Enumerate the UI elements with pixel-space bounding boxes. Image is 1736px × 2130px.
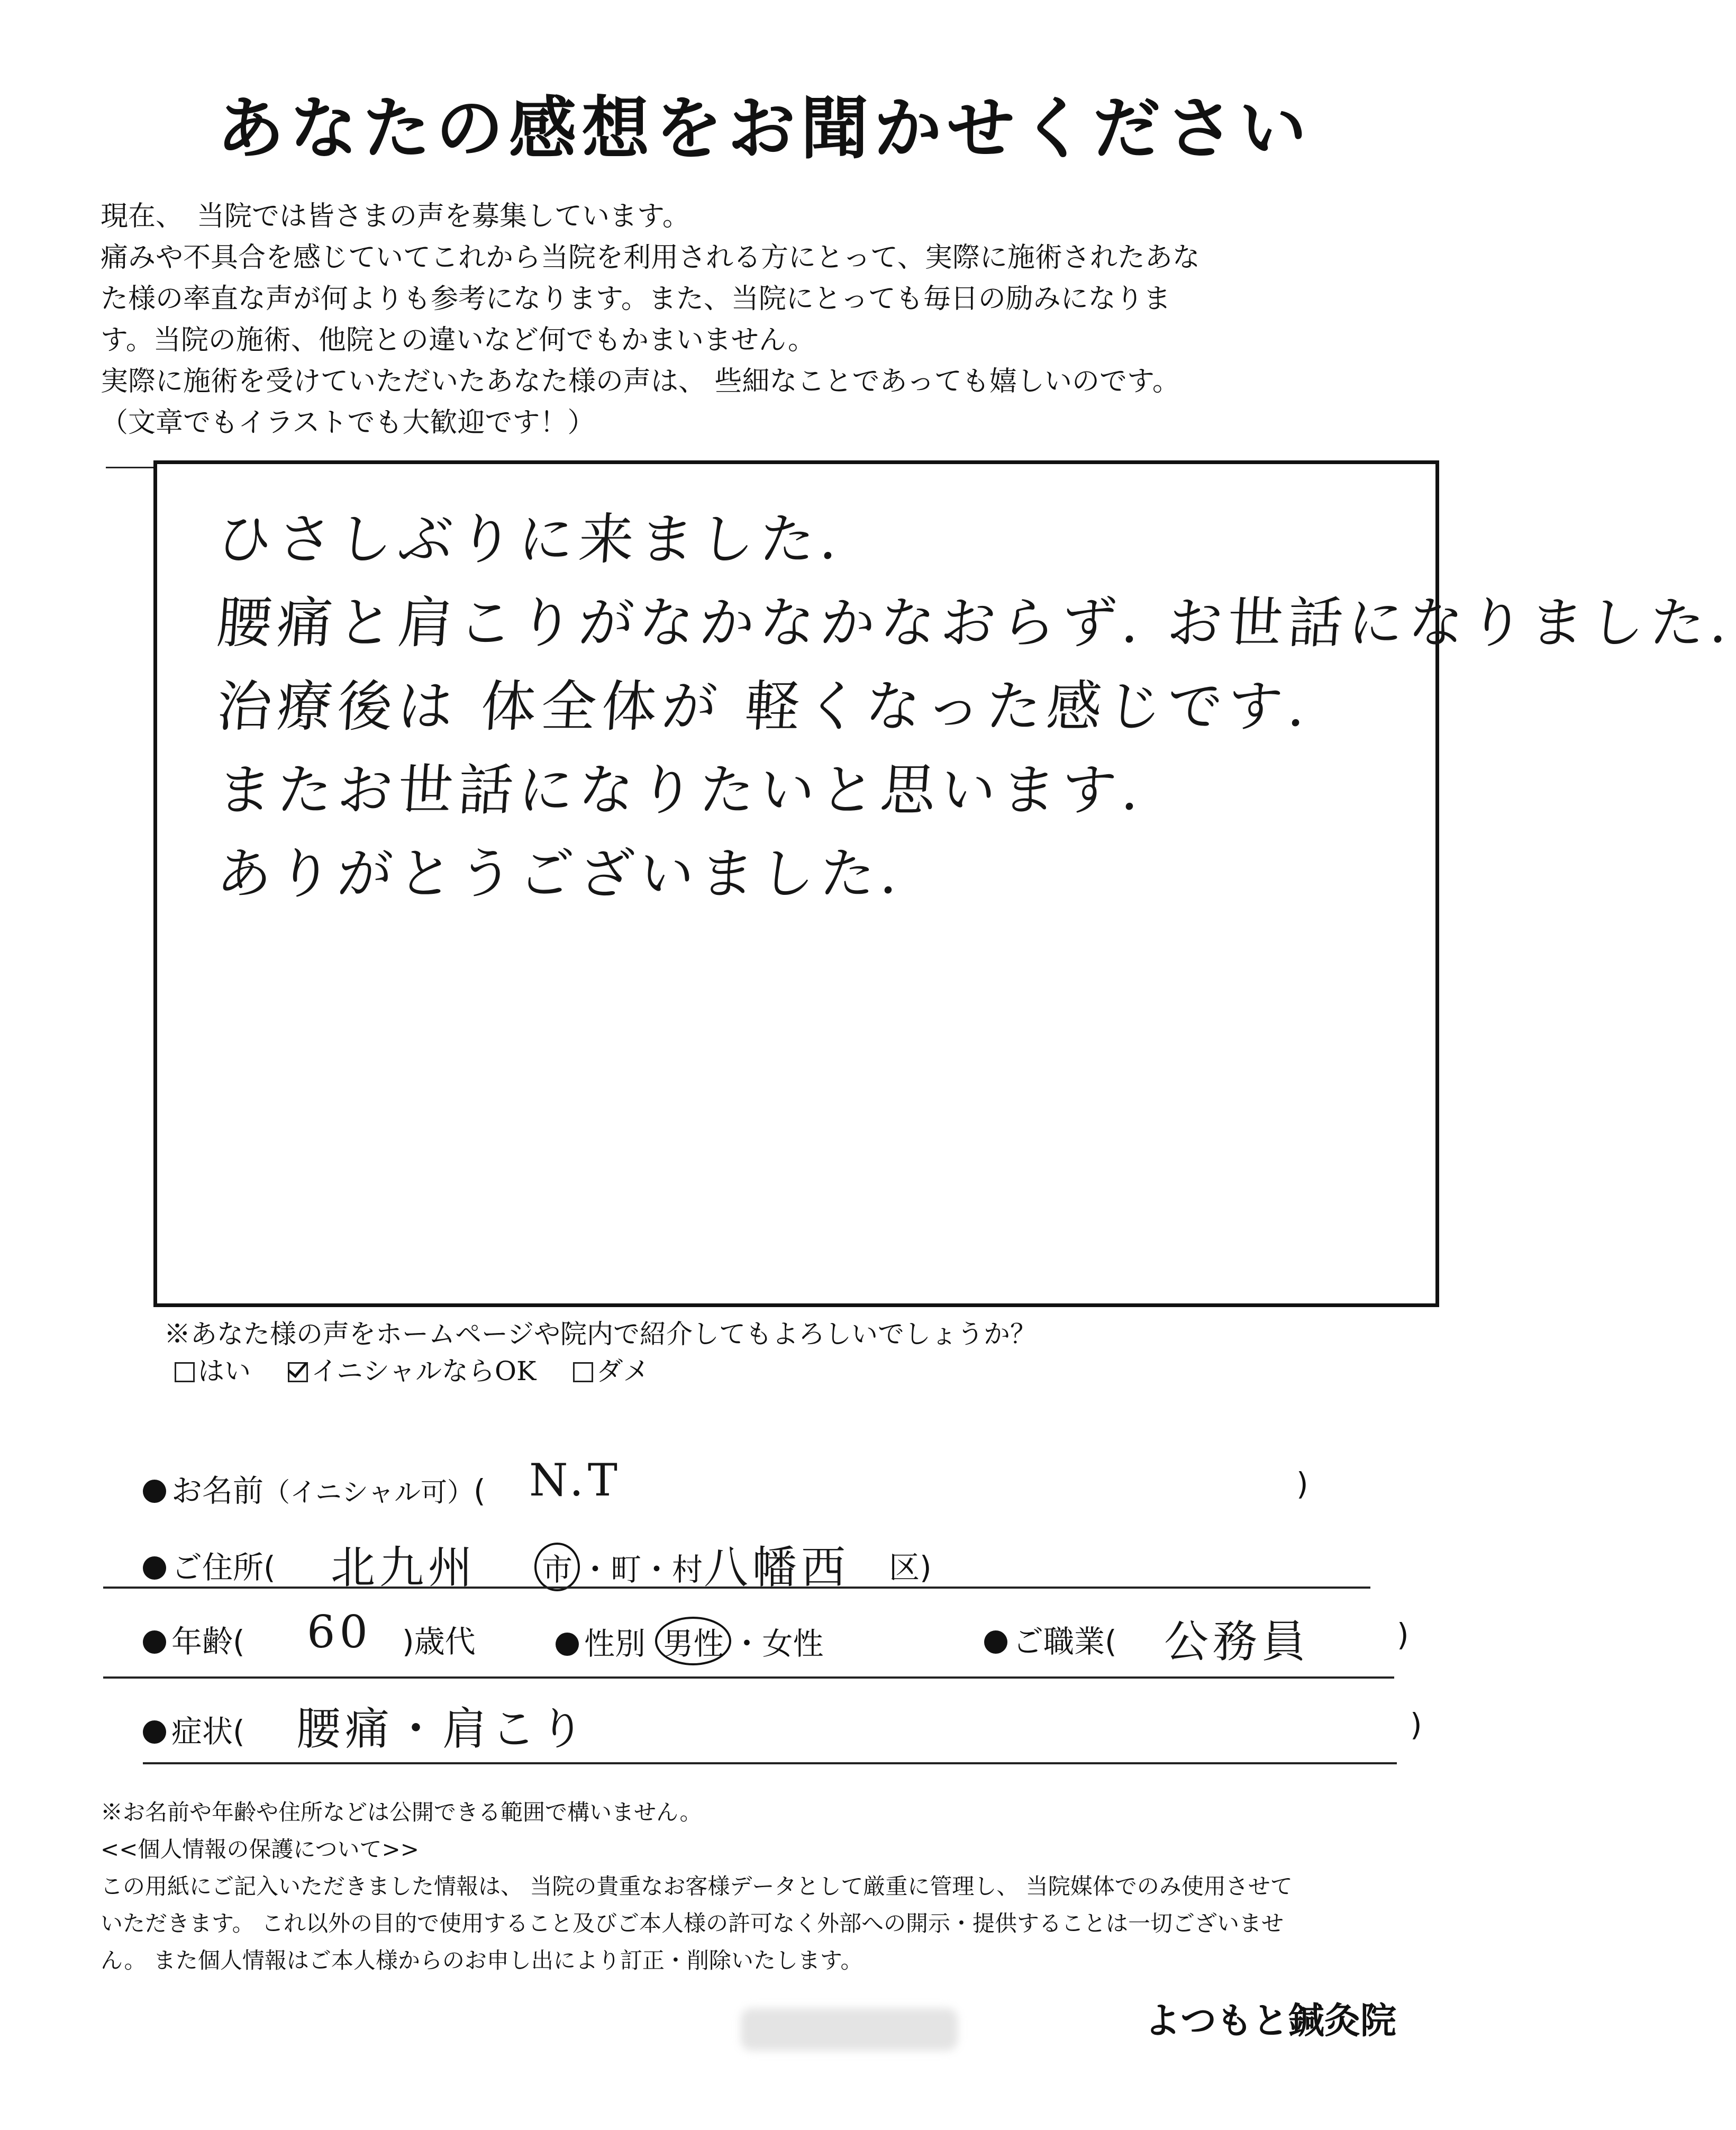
- intro-line: す。当院の施術、他院との違いなど何でもかまいません。: [101, 324, 815, 356]
- gender-female-option[interactable]: 女性: [762, 1626, 824, 1662]
- symptom-field-label: [143, 1707, 245, 1751]
- permission-option-yes[interactable]: [175, 1352, 251, 1390]
- option-label: ダメ: [596, 1356, 650, 1386]
- paren: (: [474, 1473, 486, 1509]
- name-field-label: [143, 1466, 486, 1510]
- checkbox-icon[interactable]: [573, 1362, 593, 1382]
- permission-option-initials[interactable]: [288, 1352, 536, 1390]
- gender-field: [556, 1617, 824, 1665]
- symptom-value[interactable]: 腰痛・肩こり: [296, 1703, 589, 1755]
- paren: ): [920, 1549, 932, 1585]
- intro-line: 実際に施術を受けていただいたあなた様の声は、 些細なことであっても嬉しいのです。: [101, 366, 1180, 397]
- address-rule: [103, 1587, 1370, 1589]
- intro-line: 痛みや不具合を感じていてこれから当院を利用される方にとって、実際に施術されたあな: [101, 242, 1200, 274]
- privacy-line: この用紙にご記入いただきました情報は、 当院の貴重なお客様データとして厳重に管理し、 当院媒体でのみ使用させて: [101, 1873, 1293, 1899]
- bullet-icon: [556, 1633, 579, 1656]
- address-field-label: [143, 1543, 276, 1587]
- comment-line: ありがとうございました.: [214, 841, 906, 906]
- label-text: 性別: [584, 1626, 646, 1662]
- checkbox-icon[interactable]: [175, 1362, 195, 1382]
- age-value[interactable]: 60: [307, 1606, 372, 1658]
- frame-divider: [106, 467, 156, 468]
- job-value[interactable]: 公務員: [1164, 1616, 1311, 1667]
- gender-male-selected[interactable]: 男性: [655, 1617, 731, 1665]
- symptom-rule: [143, 1762, 1397, 1764]
- age-rule: [103, 1676, 1394, 1679]
- intro-text: [101, 196, 1439, 443]
- bullet-icon: [143, 1720, 166, 1744]
- label-text: お名前: [171, 1473, 264, 1509]
- paren: ): [402, 1624, 414, 1660]
- footer-note: ※お名前や年齢や住所などは公開できる範囲で構いません。: [101, 1799, 702, 1825]
- permission-options: [175, 1352, 649, 1390]
- bullet-icon: [143, 1630, 166, 1654]
- privacy-line: いただきます。 これ以外の目的で使用すること及びご本人様の許可なく外部への開示・提供することは一切ございませ: [101, 1910, 1284, 1936]
- paren: ): [1397, 1617, 1409, 1653]
- name-value[interactable]: N.T: [529, 1454, 622, 1506]
- age-field-label: [143, 1617, 245, 1661]
- privacy-heading: <<個人情報の保護について>>: [101, 1836, 419, 1862]
- page-title: あなたの感想をお聞かせください: [216, 89, 1312, 168]
- option-label: イニシャルならOK: [311, 1356, 537, 1386]
- bullet-icon: [984, 1630, 1007, 1654]
- comment-line: 治療後は 体全体が 軽くなった感じです.: [214, 674, 1313, 739]
- address-city-value[interactable]: 北九州: [331, 1542, 477, 1593]
- paren: (: [1105, 1624, 1117, 1660]
- paren: ): [1410, 1707, 1422, 1743]
- label-text: ご職業: [1013, 1624, 1105, 1660]
- address-suffixes: [534, 1543, 703, 1591]
- gender-sep: ・: [731, 1626, 762, 1662]
- paren: (: [233, 1714, 245, 1750]
- intro-line: 現在、 当院では皆さまの声を募集しています。: [101, 201, 690, 232]
- bullet-icon: [143, 1556, 166, 1580]
- handwritten-comment: [214, 497, 1735, 916]
- job-field-label: [984, 1617, 1117, 1661]
- privacy-line: ん。 また個人情報はご本人様からのお申し出により訂正・削除いたします。: [101, 1947, 863, 1973]
- comment-line: ひさしぶりに来ました.: [214, 507, 846, 572]
- intro-line: た様の率直な声が何よりも参考になります。また、当院にとっても毎日の励みになりま: [101, 283, 1171, 315]
- footer-notes: [101, 1794, 1476, 1979]
- comment-line: 腰痛と肩こりがなかなかなおらず. お世話になりました.: [214, 591, 1735, 655]
- comment-line: またお世話になりたいと思います.: [214, 758, 1147, 822]
- label-text: 歳代: [414, 1624, 476, 1660]
- intro-line: （文章でもイラストでも大歓迎です！）: [101, 407, 595, 439]
- paren: (: [233, 1624, 245, 1660]
- address-ward-value[interactable]: 八幡西: [704, 1542, 850, 1593]
- option-label: はい: [198, 1356, 251, 1386]
- label-text: ご住所: [171, 1549, 264, 1585]
- label-text: 年齢: [171, 1624, 233, 1660]
- checkbox-checked-icon[interactable]: [288, 1362, 308, 1382]
- bullet-icon: [143, 1480, 166, 1503]
- address-sep: ・町・村: [580, 1552, 703, 1588]
- permission-option-no[interactable]: [573, 1352, 649, 1390]
- label-text: 区: [889, 1549, 920, 1585]
- paren: (: [263, 1549, 276, 1585]
- label-text: 症状: [171, 1714, 233, 1750]
- clinic-name: よつもと鍼灸院: [1144, 2000, 1396, 2042]
- address-ku-label: [889, 1543, 932, 1587]
- label-hint: （イニシャル可）: [263, 1477, 474, 1508]
- age-suffix: [402, 1617, 476, 1661]
- address-shi-selected: 市: [534, 1543, 580, 1591]
- permission-question: ※あなた様の声をホームページや院内で紹介してもよろしいでしょうか？: [164, 1319, 1037, 1349]
- redacted-area: [741, 2008, 958, 2051]
- paren: ): [1296, 1466, 1308, 1502]
